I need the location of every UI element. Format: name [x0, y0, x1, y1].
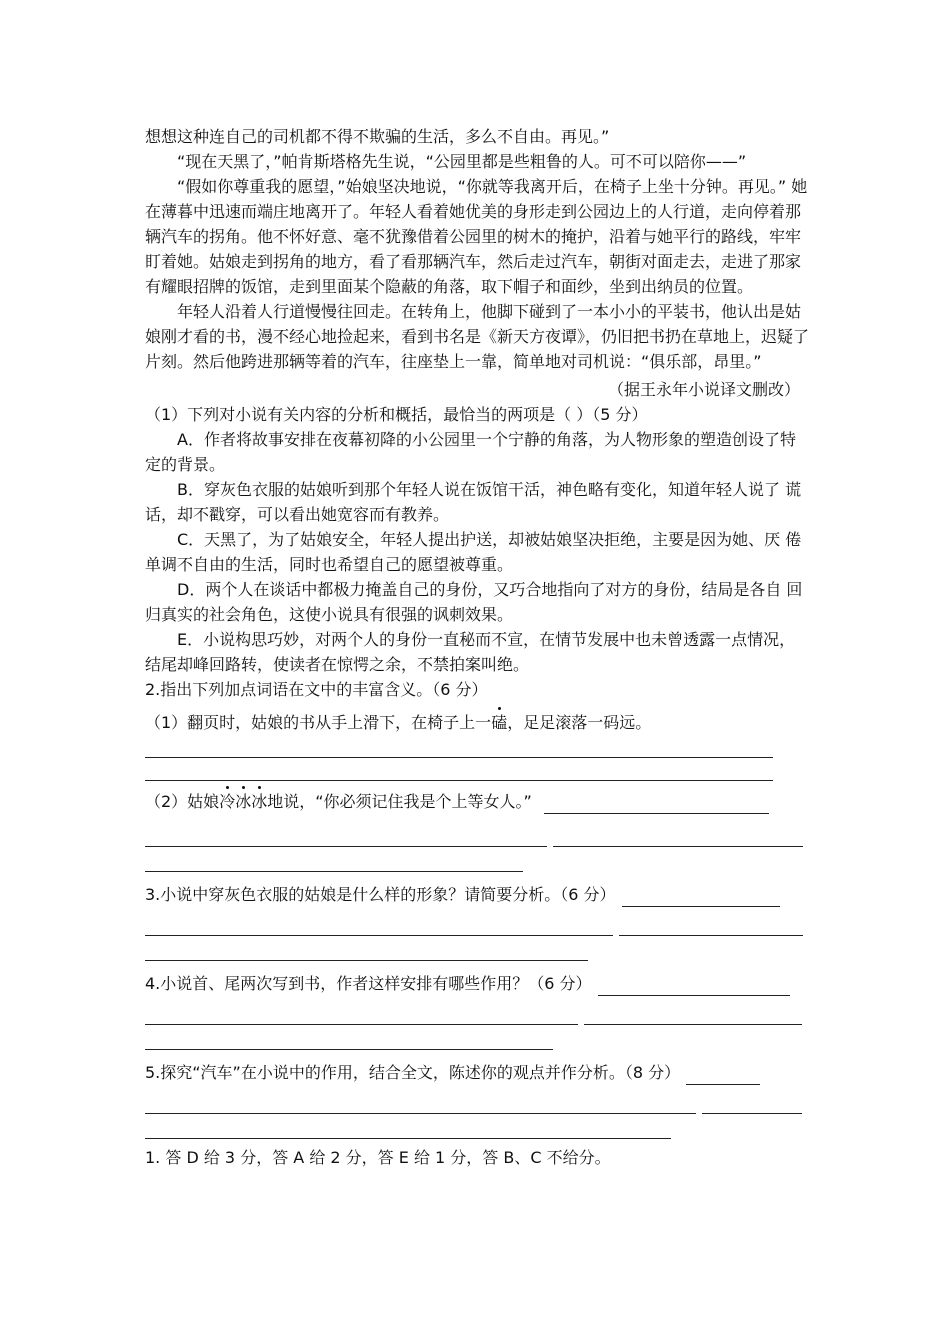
answer-line[interactable]: [145, 1027, 553, 1050]
exam-content: [145, 124, 810, 1170]
answer-key-1: 1. 答 D 给 3 分，答 A 给 2 分，答 E 给 1 分，答 B、C 不给分。: [145, 1148, 611, 1167]
answer-line[interactable]: [584, 1006, 802, 1025]
question-4-stem: 4.小说首、尾两次写到书，作者这样安排有哪些作用？（6 分）: [145, 974, 592, 993]
sentence-1-text-after: ，足足滚落一码远。: [507, 713, 652, 732]
answer-line[interactable]: [544, 795, 769, 814]
answer-line[interactable]: [686, 1066, 760, 1085]
question-2-sentence-1: [145, 710, 810, 735]
question-5-stem: 5.探究“汽车”在小说中的作用，结合全文，陈述你的观点并作分析。（8 分）: [145, 1063, 681, 1082]
passage-paragraph-4: 年轻人沿着人行道慢慢往回走。在转角上，他脚下碰到了一本小小的平装书，他认出是姑娘刚才看的书，漫不经心地捡起来，看到书名是《新天方夜谭》，仍旧把书扔在草地上，迟疑了片刻。然后他跨进那辆等着的汽车，往座垫上一靠，简单地对司机说：“俱乐部，昂里。”: [145, 302, 810, 371]
answer-line[interactable]: [145, 938, 588, 961]
answer-lines-row: [145, 828, 810, 847]
answer-lines-row: [145, 1095, 810, 1114]
question-3-stem: 3.小说中穿灰色衣服的姑娘是什么样的形象？请简要分析。（6 分）: [145, 885, 616, 904]
answer-line[interactable]: [145, 917, 613, 936]
answer-line[interactable]: [145, 1095, 696, 1114]
passage-paragraph-2: “现在天黑了，”帕肯斯塔格先生说，“公园里都是些粗鲁的人。可不可以陪你——”: [177, 152, 747, 171]
dotted-char: 冰: [251, 792, 268, 811]
passage-source: （据王永年小说译文删改）: [607, 380, 800, 399]
sentence-1-text-before: （1）翻页时，姑娘的书从手上滑下，在椅子上一: [145, 713, 492, 732]
option-c: C．天黑了，为了姑娘安全，年轻人提出护送，却被姑娘坚决拒绝，主要是因为她、厌 倦单调不自由的生活，同时也希望自己的愿望被尊重。: [145, 530, 802, 574]
answer-line[interactable]: [553, 828, 803, 847]
passage-paragraph-1: 想想这种连自己的司机都不得不欺骗的生活，多么不自由。再见。”: [145, 127, 610, 146]
question-5-row: [145, 1060, 810, 1085]
dotted-word-ke: 磕: [491, 713, 508, 732]
question-2-sentence-2: [145, 789, 532, 814]
passage-paragraph-3: “假如你尊重我的愿望，”始娘坚决地说，“你就等我离开后，在椅子上坐十分钟。再见。” 她在薄暮中迅速而端庄地离开了。年轻人看着她优美的身形走到公园边上的人行道，走向停着那辆汽车的拐角。他不怀好意、毫不犹豫借着公园里的树木的掩护，沿着与她平行的路线，牢牢盯着她。姑娘走到拐角的地方，看了看那辆汽车，然后走过汽车，朝街对面走去，走进了那家有耀眼招牌的饭馆，走到里面某个隐蔽的角落，取下帽子和面纱，坐到出纳员的位置。: [145, 177, 808, 296]
answer-line[interactable]: [145, 758, 773, 781]
answer-lines-row: [145, 917, 810, 936]
answer-line[interactable]: [145, 828, 547, 847]
question-4-row: [145, 971, 810, 996]
sentence-2-text-before: （2）姑娘: [145, 792, 220, 811]
answer-line[interactable]: [145, 1116, 671, 1139]
answer-lines-row: [145, 1006, 810, 1025]
answer-line[interactable]: [622, 888, 780, 907]
option-d: D．两个人在谈话中都极力掩盖自己的身份，又巧合地指向了对方的身份，结局是各自 回归真实的社会角色，这使小说具有很强的讽刺效果。: [145, 580, 803, 624]
question-2-stem: 2.指出下列加点词语在文中的丰富含义。（6 分）: [145, 680, 488, 699]
question-1-stem: （1）下列对小说有关内容的分析和概括，最恰当的两项是（ ）（5 分）: [145, 405, 648, 424]
option-b: B．穿灰色衣服的姑娘听到那个年轻人说在饭馆干活，神色略有变化，知道年轻人说了 谎话，却不戳穿，可以看出她宽容而有教养。: [145, 480, 802, 524]
dotted-char: 冷: [219, 792, 236, 811]
answer-line[interactable]: [702, 1095, 802, 1114]
answer-line[interactable]: [145, 849, 523, 872]
dotted-char: 冰: [235, 792, 252, 811]
option-a: A．作者将故事安排在夜幕初降的小公园里一个宁静的角落，为人物形象的塑造创设了特定的背景。: [145, 430, 796, 474]
sentence-2-text-after: 地说，“你必须记住我是个上等女人。”: [267, 792, 532, 811]
question-2-sentence-2-row: [145, 789, 810, 814]
answer-line[interactable]: [145, 1006, 578, 1025]
answer-line[interactable]: [145, 735, 773, 758]
answer-line[interactable]: [619, 917, 803, 936]
question-3-row: [145, 882, 810, 907]
option-e: E．小说构思巧妙，对两个人的身份一直秘而不宣，在情节发展中也未曾透露一点情况， 结尾却峰回路转，使读者在惊愕之余，不禁拍案叫绝。: [145, 630, 796, 674]
answer-line[interactable]: [598, 977, 790, 996]
